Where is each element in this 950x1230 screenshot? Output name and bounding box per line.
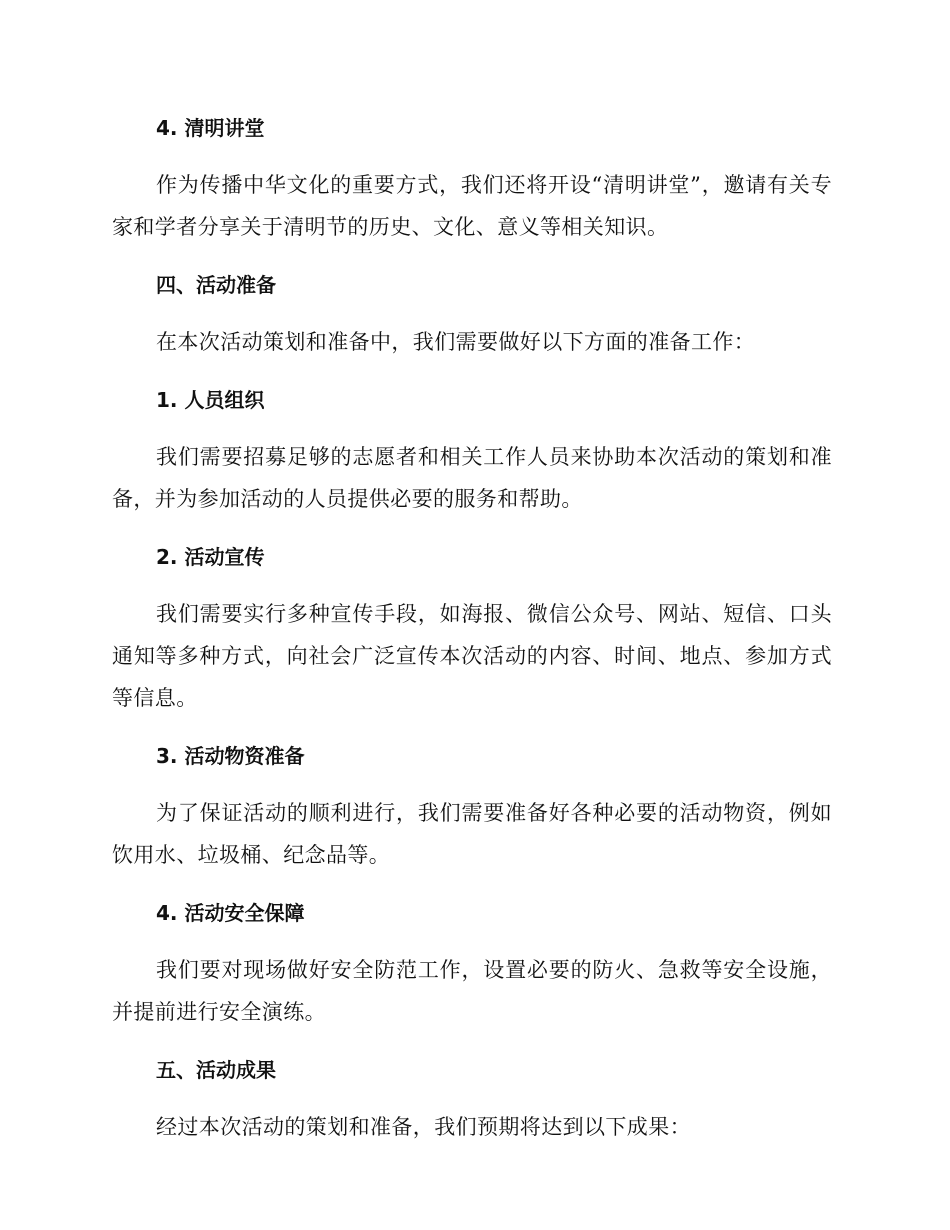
paragraph-lecture-hall: 作为传播中华文化的重要方式，我们还将开设“清明讲堂”，邀请有关专家和学者分享关于清明节的历史、文化、意义等相关知识。 <box>112 173 832 239</box>
paragraph-safety: 我们要对现场做好安全防范工作，设置必要的防火、急救等安全设施，并提前进行安全演练。 <box>112 958 832 1024</box>
paragraph-supplies: 为了保证活动的顺利进行，我们需要准备好各种必要的活动物资，例如饮用水、垃圾桶、纪念品等。 <box>112 801 832 867</box>
section-heading-promotion: 2. 活动宣传 <box>156 545 265 569</box>
paragraph-outcomes-intro: 经过本次活动的策划和准备，我们预期将达到以下成果： <box>156 1115 691 1139</box>
section-heading-preparation: 四、活动准备 <box>156 273 276 297</box>
section-heading-safety: 4. 活动安全保障 <box>156 901 305 925</box>
section-heading-supplies: 3. 活动物资准备 <box>156 744 305 768</box>
section-heading-staffing: 1. 人员组织 <box>156 388 265 412</box>
section-heading-outcomes: 五、活动成果 <box>156 1058 276 1082</box>
paragraph-staffing: 我们需要招募足够的志愿者和相关工作人员来协助本次活动的策划和准备，并为参加活动的人员提供必要的服务和帮助。 <box>112 445 832 511</box>
document-body <box>112 112 832 1148</box>
paragraph-preparation-intro: 在本次活动策划和准备中，我们需要做好以下方面的准备工作： <box>156 330 756 354</box>
section-heading-lecture-hall: 4. 清明讲堂 <box>156 116 265 140</box>
paragraph-promotion: 我们需要实行多种宣传手段，如海报、微信公众号、网站、短信、口头通知等多种方式，向社会广泛宣传本次活动的内容、时间、地点、参加方式等信息。 <box>112 602 832 710</box>
